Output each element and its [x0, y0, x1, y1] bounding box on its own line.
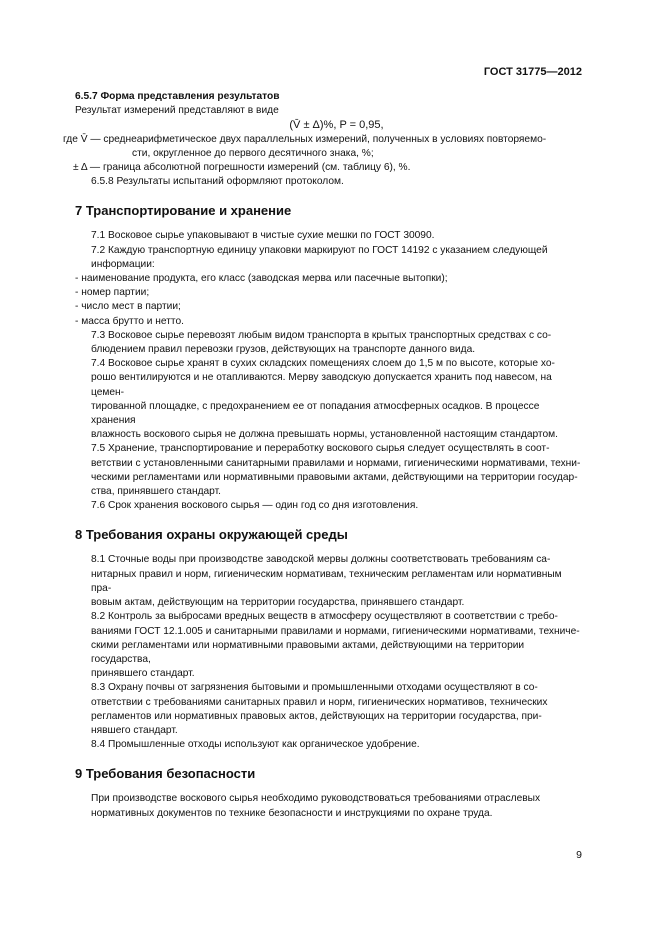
section-title-8: 8 Требования охраны окружающей среды — [75, 527, 348, 543]
paragraph-7-4-cont: тированной площадке, с предохранением ее от попадания атмосферных осадков. В процессе хранения — [91, 400, 540, 427]
paragraph-7-3: 7.3 Восковое сырье перевозят любым видом транспорта в крытых транспортных средствах с со- — [91, 329, 552, 341]
list-item: - масса брутто и нетто. — [75, 315, 184, 327]
paragraph-7-2-cont: информации: — [91, 258, 155, 270]
section-title-7: 7 Транспортирование и хранение — [75, 203, 292, 219]
list-item: - наименование продукта, его класс (заводская мерва или пасечные вытопки); — [75, 273, 448, 285]
paragraph-8-1-cont: нитарных правил и норм, гигиеническим нормативам, техническим регламентам или нормативным пра- — [91, 568, 562, 594]
formula-legend — [63, 133, 582, 176]
legend-line-2: ± Δ — граница абсолютной погрешности измерений (см. таблицу 6), %. — [73, 162, 411, 174]
paragraph-8-4: 8.4 Промышленные отходы используют как органическое удобрение. — [91, 739, 420, 751]
paragraph-7-5: 7.5 Хранение, транспортирование и переработку воскового сырья следует осуществлять в соот- — [91, 443, 550, 455]
paragraph-8-3-cont: нявшего стандарт. — [91, 724, 178, 736]
paragraph-7-4: 7.4 Восковое сырье хранят в сухих складских помещениях слоем до 1,5 м по высоте, которые хо- — [91, 358, 555, 370]
paragraph-8-2-cont: принявшего стандарт. — [91, 668, 195, 680]
paragraph-6-5-8: 6.5.8 Результаты испытаний оформляют протоколом. — [91, 176, 344, 188]
paragraph-7-6: 7.6 Срок хранения воскового сырья — один год со дня изготовления. — [91, 500, 419, 512]
paragraph-7-4-cont: рошо вентилируются и не отапливаются. Мерву заводскую допускается хранить под навесом, на цемен- — [91, 372, 552, 398]
paragraph-8-3-cont: регламентов или нормативных правовых актов, действующих на территории государства, при- — [91, 710, 542, 722]
page-number: 9 — [576, 849, 582, 861]
page-content — [63, 90, 582, 821]
paragraph-7-1: 7.1 Восковое сырье упаковывают в чистые сухие мешки по ГОСТ 30090. — [91, 230, 435, 242]
paragraph: Результат измерений представляют в виде — [75, 105, 279, 117]
document-code: ГОСТ 31775—2012 — [483, 66, 582, 78]
paragraph-8-2-cont: скими регламентами или нормативными правовыми актами, действующими на территории государства, — [91, 639, 525, 665]
section-title-9: 9 Требования безопасности — [75, 766, 256, 782]
paragraph-7-5-cont: ства, принявшего стандарт. — [91, 486, 221, 498]
paragraph-8-1: 8.1 Сточные воды при производстве заводской мервы должны соответствовать требованиям са- — [91, 554, 551, 566]
formula: (V̄ ± Δ)%, P = 0,95, — [289, 119, 384, 132]
list-item: - число мест в партии; — [75, 301, 181, 313]
paragraph-7-4-cont: влажность воскового сырья не должна превышать нормы, установленной настоящим стандартом. — [91, 429, 558, 441]
legend-continuation: сти, округленное до первого десятичного знака, %; — [132, 147, 374, 159]
legend-key: где V̄ — [63, 133, 88, 145]
subsection-title-6-5-7: 6.5.7 Форма представления результатов — [75, 91, 280, 102]
list-item: - номер партии; — [75, 287, 150, 299]
paragraph-8-3-cont: ответствии с требованиями санитарных правил и норм, гигиенических нормативов, технических — [91, 696, 548, 708]
paragraph-8-1-cont: вовым актам, действующим на территории государства, принявшего стандарт. — [91, 597, 465, 609]
paragraph-9-cont: нормативных документов по технике безопасности и инструкциями по охране труда. — [91, 807, 493, 819]
legend-text: — среднеарифметическое двух параллельных измерений, полученных в условиях повторяемо- — [87, 133, 547, 145]
paragraph-8-2-cont: ваниями ГОСТ 12.1.005 и санитарными правилами и нормами, гигиеническими нормативами, техниче- — [91, 625, 580, 637]
legend-line — [63, 133, 582, 147]
info-list — [75, 272, 582, 329]
paragraph-7-3-cont: блюдением правил перевозки грузов, действующих на транспорте данного вида. — [91, 344, 476, 356]
paragraph-8-3: 8.3 Охрану почвы от загрязнения бытовыми и промышленными отходами осуществляют в со- — [91, 682, 538, 694]
paragraph-8-2: 8.2 Контроль за выбросами вредных веществ в атмосферу осуществляют в соответствии с требо- — [91, 611, 558, 623]
paragraph-7-5-cont: ческими регламентами или нормативными правовыми актами, действующими на территории государ- — [91, 471, 578, 483]
paragraph-7-2: 7.2 Каждую транспортную единицу упаковки маркируют по ГОСТ 14192 с указанием следующей — [91, 244, 548, 256]
paragraph-9: При производстве воскового сырья необходимо руководствоваться требованиями отраслевых — [91, 793, 541, 805]
paragraph-7-5-cont: ветствии с установленными санитарными правилами и нормами, гигиеническими нормативами, техни- — [91, 457, 581, 469]
